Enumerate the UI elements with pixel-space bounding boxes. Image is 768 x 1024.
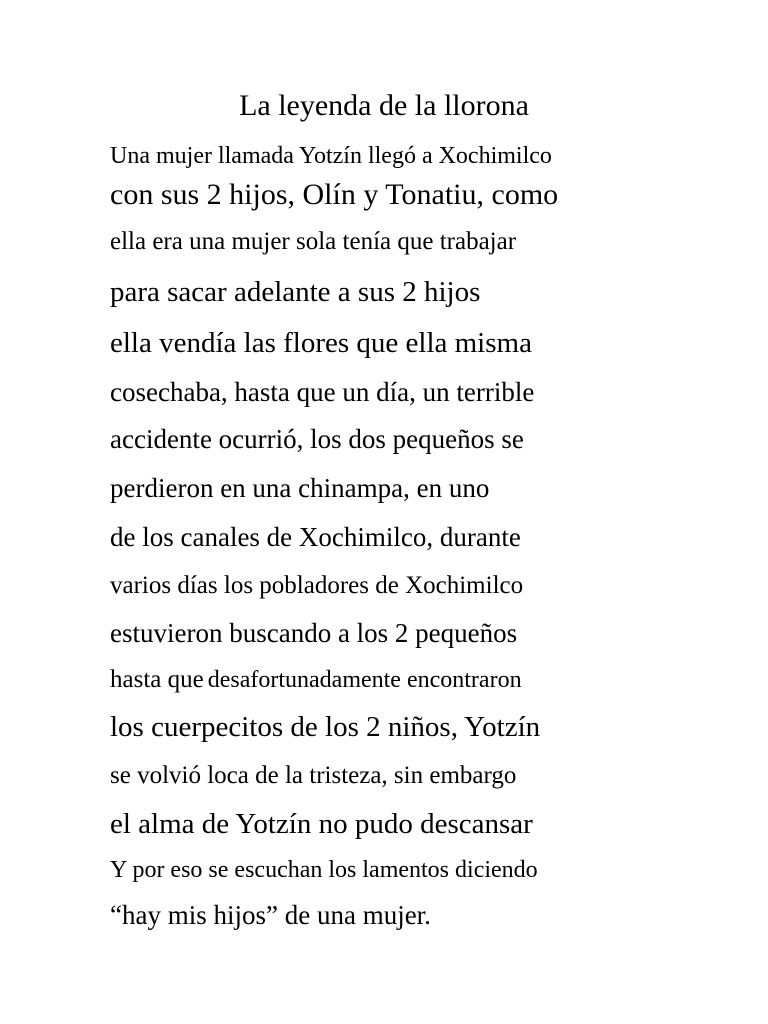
text-line: Una mujer llamada Yotzín llegó a Xochimilco	[110, 143, 552, 169]
text-line: ella vendía las flores que ella misma	[110, 327, 532, 359]
text-line: de los canales de Xochimilco, durante	[110, 522, 521, 552]
text-line: estuvieron buscando a los 2 pequeños	[110, 618, 518, 648]
text-line: Y por eso se escuchan los lamentos diciendo	[110, 857, 538, 883]
text-line: accidente ocurrió, los dos pequeños se	[110, 424, 524, 454]
text-line: con sus 2 hijos, Olín y Tonatiu, como	[110, 178, 559, 211]
text-line: ella era una mujer sola tenía que trabajar	[110, 228, 517, 255]
page-title: La leyenda de la llorona	[239, 89, 529, 122]
text-line	[110, 664, 522, 696]
text-segment: hasta que	[110, 666, 204, 693]
text-line: los cuerpecitos de los 2 niños, Yotzín	[110, 711, 541, 743]
text-line: perdieron en una chinampa, en uno	[110, 473, 490, 503]
text-line: para sacar adelante a sus 2 hijos	[110, 276, 481, 308]
text-segment: desafortunadamente encontraron	[207, 667, 522, 693]
text-line: cosechaba, hasta que un día, un terrible	[110, 377, 535, 407]
text-line: se volvió loca de la tristeza, sin embargo	[110, 762, 517, 789]
text-line: el alma de Yotzín no pudo descansar	[110, 808, 533, 840]
text-line: “hay mis hijos” de una mujer.	[110, 900, 431, 930]
text-line: varios días los pobladores de Xochimilco	[110, 572, 524, 599]
